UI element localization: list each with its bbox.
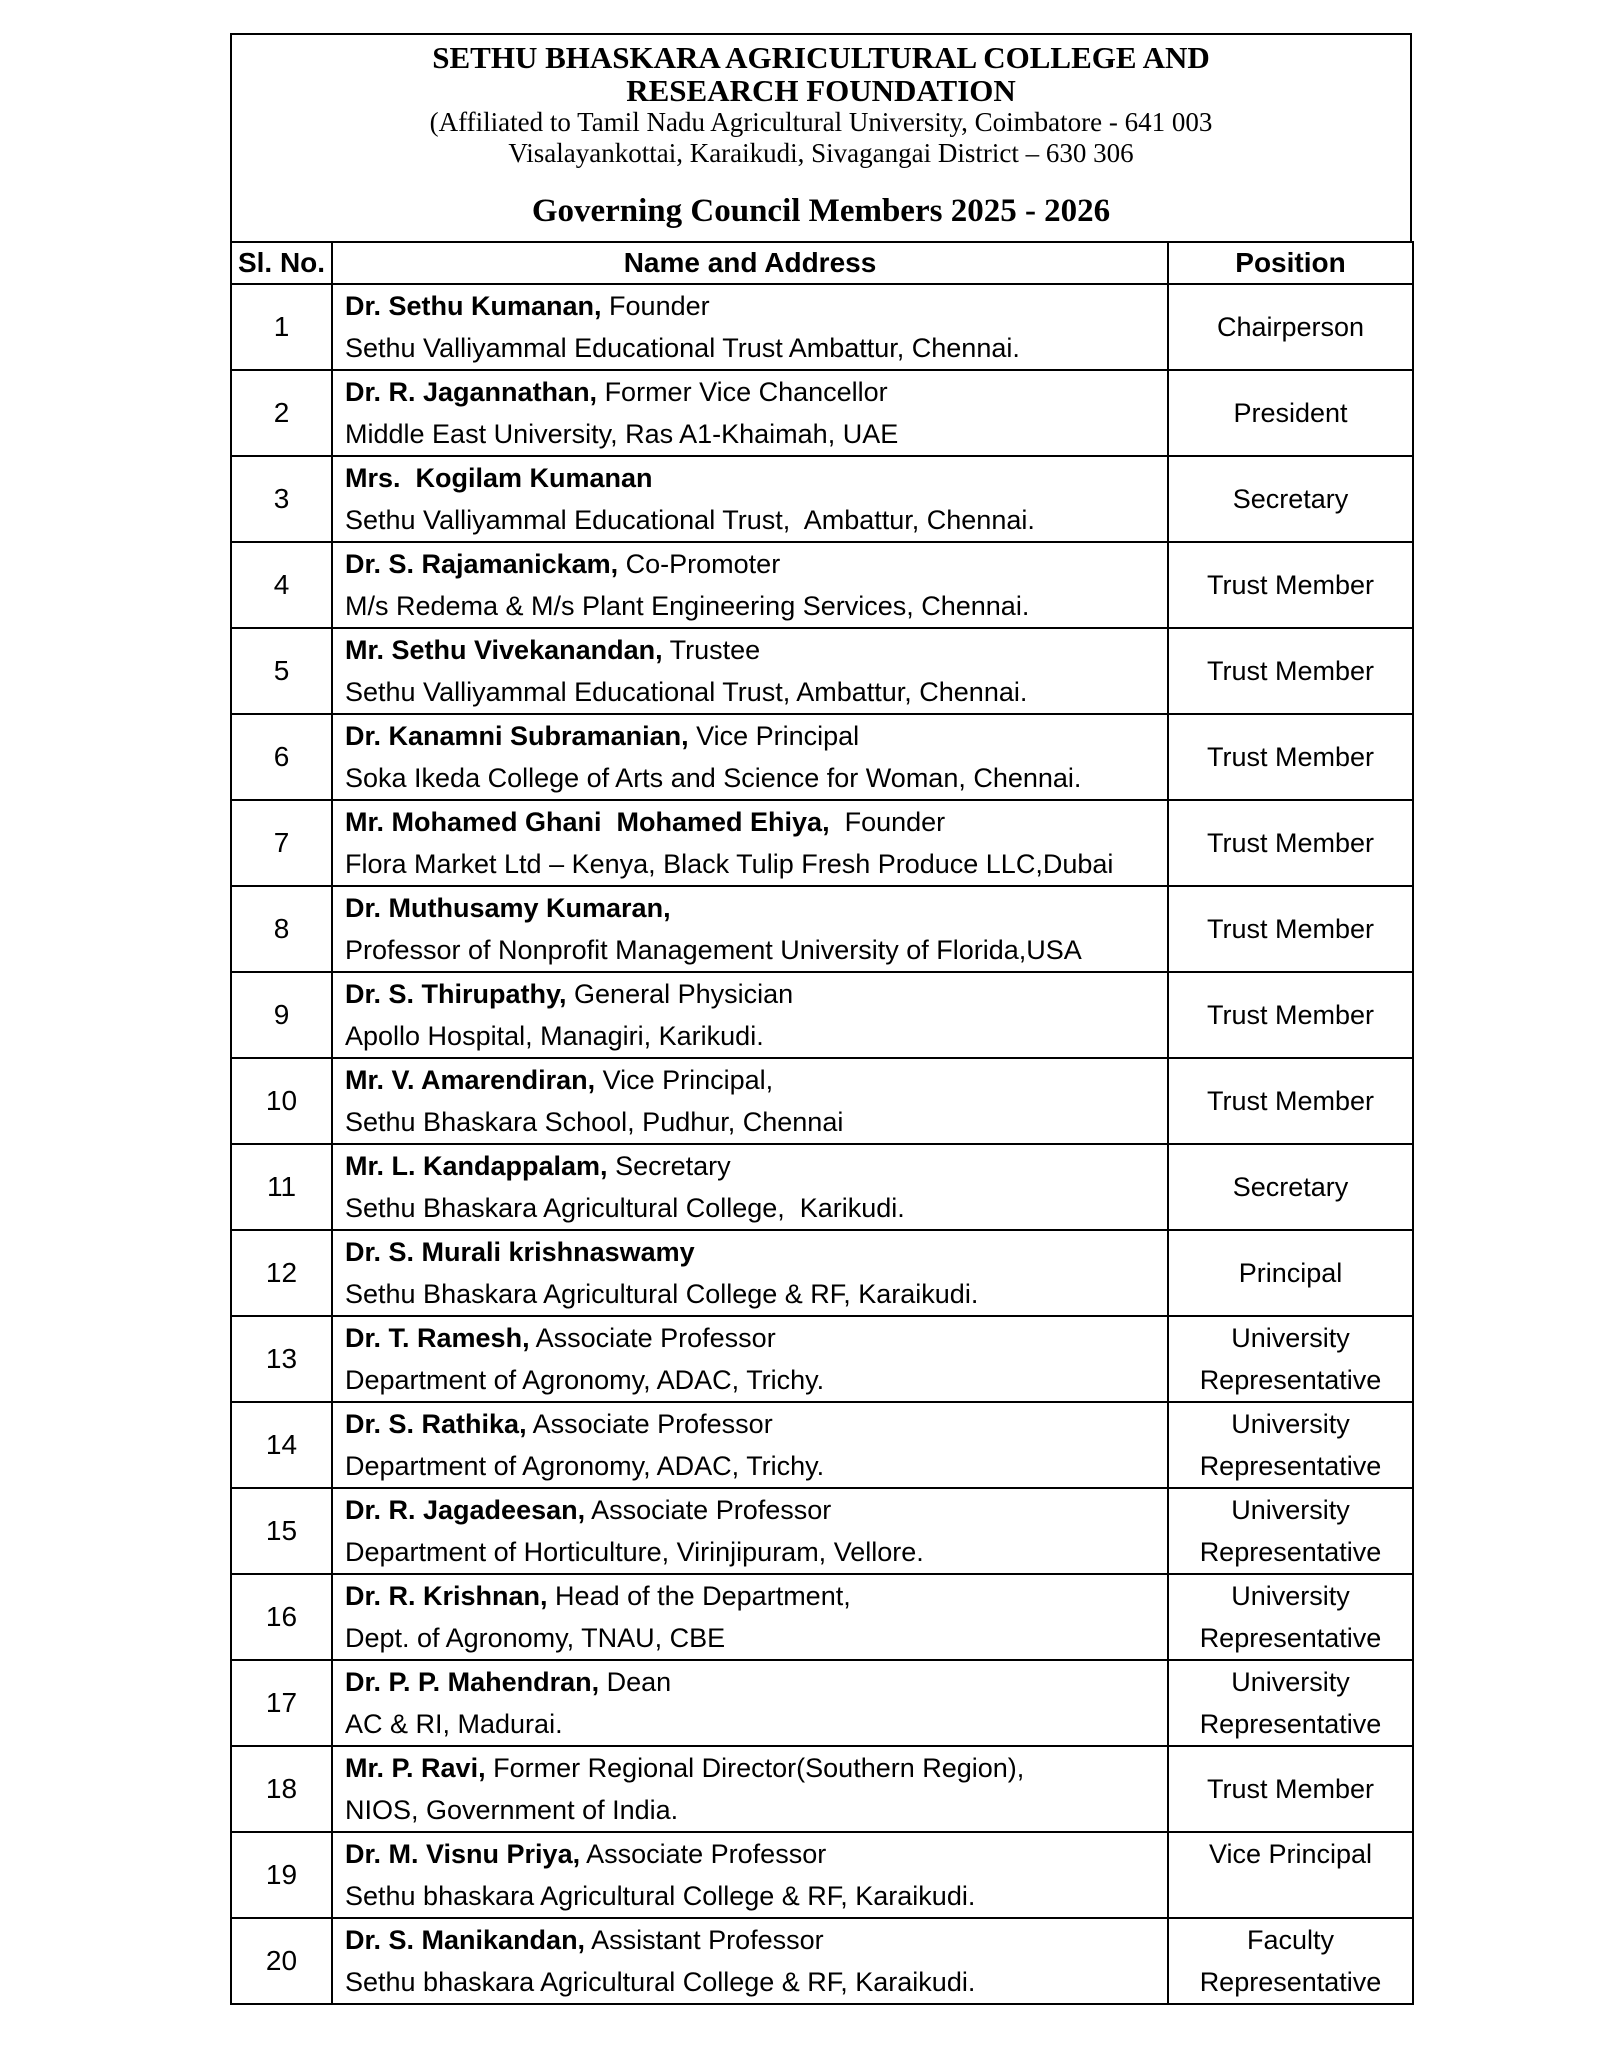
name-address-cell xyxy=(332,886,1168,972)
member-name: Dr. R. Krishnan, xyxy=(345,1581,548,1611)
member-address: Department of Agronomy, ADAC, Trichy. xyxy=(345,1365,825,1395)
name-address-cell xyxy=(332,1058,1168,1144)
position-cell: Trust Member xyxy=(1168,714,1413,800)
name-address-cell xyxy=(332,1488,1168,1574)
sl-no-cell: 15 xyxy=(231,1488,332,1574)
member-address: Department of Agronomy, ADAC, Trichy. xyxy=(345,1451,825,1481)
member-role: Trustee xyxy=(662,635,761,665)
sl-no-cell: 1 xyxy=(231,284,332,370)
position-cell: Trust Member xyxy=(1168,628,1413,714)
table-row xyxy=(231,714,1413,800)
name-address-cell xyxy=(332,628,1168,714)
member-name: Mr. Mohamed Ghani Mohamed Ehiya, xyxy=(345,807,830,837)
member-role: Co-Promoter xyxy=(618,549,781,579)
member-address: Middle East University, Ras A1-Khaimah, UAE xyxy=(345,419,899,449)
sl-no-cell: 20 xyxy=(231,1918,332,2004)
table-row xyxy=(231,1918,1413,2004)
member-address: Sethu Valliyammal Educational Trust, Ambattur, Chennai. xyxy=(345,677,1028,707)
member-address: Sethu bhaskara Agricultural College & RF, Karaikudi. xyxy=(345,1881,976,1911)
table-row xyxy=(231,886,1413,972)
member-address: Flora Market Ltd – Kenya, Black Tulip Fresh Produce LLC,Dubai xyxy=(345,849,1114,879)
member-role: Vice Principal, xyxy=(595,1065,774,1095)
member-name: Dr. R. Jagadeesan, xyxy=(345,1495,586,1525)
table-row xyxy=(231,1144,1413,1230)
member-name-line xyxy=(345,973,1155,1015)
college-name-line2: RESEARCH FOUNDATION xyxy=(626,73,1016,108)
member-address: Professor of Nonprofit Management University of Florida,USA xyxy=(345,935,1082,965)
position-cell: Trust Member xyxy=(1168,800,1413,886)
sl-no-cell: 8 xyxy=(231,886,332,972)
position-cell: Faculty Representative xyxy=(1168,1918,1413,2004)
table-head xyxy=(231,242,1413,284)
member-name-line xyxy=(345,1661,1155,1703)
member-name: Mrs. Kogilam Kumanan xyxy=(345,463,653,493)
name-address-cell xyxy=(332,1316,1168,1402)
table-header-row xyxy=(231,242,1413,284)
member-name: Dr. S. Rathika, xyxy=(345,1409,527,1439)
member-address: Sethu Valliyammal Educational Trust Ambattur, Chennai. xyxy=(345,333,1020,363)
member-name-line xyxy=(345,285,1155,327)
name-address-cell xyxy=(332,1574,1168,1660)
position-cell: Trust Member xyxy=(1168,1058,1413,1144)
member-name: Dr. S. Rajamanickam, xyxy=(345,549,619,579)
member-name: Dr. R. Jagannathan, xyxy=(345,377,598,407)
member-address: AC & RI, Madurai. xyxy=(345,1709,563,1739)
sl-no-cell: 18 xyxy=(231,1746,332,1832)
table-row xyxy=(231,1574,1413,1660)
document-header xyxy=(230,33,1412,241)
member-name-line xyxy=(345,629,1155,671)
table-row xyxy=(231,628,1413,714)
column-header-sl-no: Sl. No. xyxy=(231,242,332,284)
sl-no-cell: 17 xyxy=(231,1660,332,1746)
member-name-line xyxy=(345,1489,1155,1531)
member-name-line xyxy=(345,1231,1155,1273)
member-name: Dr. S. Murali krishnaswamy xyxy=(345,1237,695,1267)
member-role: Associate Professor xyxy=(585,1495,832,1525)
position-cell: University Representative xyxy=(1168,1402,1413,1488)
member-name-line xyxy=(345,1145,1155,1187)
member-name-line xyxy=(345,1919,1155,1961)
sl-no-cell: 12 xyxy=(231,1230,332,1316)
position-cell: Trust Member xyxy=(1168,886,1413,972)
governing-council-table xyxy=(230,241,1414,2005)
sl-no-cell: 19 xyxy=(231,1832,332,1918)
sl-no-cell: 3 xyxy=(231,456,332,542)
name-address-cell xyxy=(332,284,1168,370)
table-row xyxy=(231,1660,1413,1746)
name-address-cell xyxy=(332,542,1168,628)
table-row xyxy=(231,800,1413,886)
name-address-cell xyxy=(332,456,1168,542)
member-name-line xyxy=(345,1747,1155,1789)
member-name: Dr. Muthusamy Kumaran, xyxy=(345,893,671,923)
position-cell: Principal xyxy=(1168,1230,1413,1316)
member-role: Former Vice Chancellor xyxy=(597,377,888,407)
name-address-cell xyxy=(332,1144,1168,1230)
position-cell: University Representative xyxy=(1168,1574,1413,1660)
table-row xyxy=(231,1316,1413,1402)
name-address-cell xyxy=(332,1230,1168,1316)
member-address: Apollo Hospital, Managiri, Karikudi. xyxy=(345,1021,764,1051)
sl-no-cell: 16 xyxy=(231,1574,332,1660)
member-role: Assistant Professor xyxy=(585,1925,824,1955)
college-name-line1: SETHU BHASKARA AGRICULTURAL COLLEGE AND xyxy=(432,40,1210,75)
member-address: Sethu Bhaskara School, Pudhur, Chennai xyxy=(345,1107,844,1137)
table-row xyxy=(231,972,1413,1058)
document-page xyxy=(230,33,1412,2005)
name-address-cell xyxy=(332,1660,1168,1746)
name-address-cell xyxy=(332,370,1168,456)
member-name: Dr. T. Ramesh, xyxy=(345,1323,530,1353)
member-role: Dean xyxy=(599,1667,672,1697)
member-role: Associate Professor xyxy=(580,1839,827,1869)
member-name: Dr. Sethu Kumanan, xyxy=(345,291,602,321)
member-address: Soka Ikeda College of Arts and Science for Woman, Chennai. xyxy=(345,763,1082,793)
member-name-line xyxy=(345,887,1155,929)
member-name: Mr. V. Amarendiran, xyxy=(345,1065,596,1095)
position-cell: Secretary xyxy=(1168,1144,1413,1230)
member-role: Founder xyxy=(601,291,710,321)
member-address: Sethu Valliyammal Educational Trust, Ambattur, Chennai. xyxy=(345,505,1035,535)
member-name: Dr. Kanamni Subramanian, xyxy=(345,721,689,751)
position-cell: University Representative xyxy=(1168,1660,1413,1746)
column-header-name-address: Name and Address xyxy=(332,242,1168,284)
member-name-line xyxy=(345,801,1155,843)
name-address-cell xyxy=(332,714,1168,800)
table-row xyxy=(231,1832,1413,1918)
member-name: Mr. Sethu Vivekanandan, xyxy=(345,635,663,665)
member-name-line xyxy=(345,1317,1155,1359)
sl-no-cell: 6 xyxy=(231,714,332,800)
position-cell: University Representative xyxy=(1168,1488,1413,1574)
name-address-cell xyxy=(332,972,1168,1058)
table-row xyxy=(231,284,1413,370)
affiliation-line1: (Affiliated to Tamil Nadu Agricultural University, Coimbatore - 641 003 xyxy=(429,107,1213,137)
position-cell: Trust Member xyxy=(1168,972,1413,1058)
table-row xyxy=(231,1488,1413,1574)
member-role: Vice Principal xyxy=(688,721,860,751)
table-row xyxy=(231,1230,1413,1316)
member-name: Dr. S. Manikandan, xyxy=(345,1925,586,1955)
document-title: Governing Council Members 2025 - 2026 xyxy=(531,193,1111,229)
member-name: Mr. L. Kandappalam, xyxy=(345,1151,608,1181)
name-address-cell xyxy=(332,1746,1168,1832)
table-body xyxy=(231,284,1413,2004)
member-role: General Physician xyxy=(566,979,794,1009)
sl-no-cell: 13 xyxy=(231,1316,332,1402)
sl-no-cell: 10 xyxy=(231,1058,332,1144)
member-role: Associate Professor xyxy=(529,1323,776,1353)
table-row xyxy=(231,1058,1413,1144)
name-address-cell xyxy=(332,1402,1168,1488)
member-name: Dr. S. Thirupathy, xyxy=(345,979,567,1009)
sl-no-cell: 11 xyxy=(231,1144,332,1230)
position-cell: Secretary xyxy=(1168,456,1413,542)
member-name: Mr. P. Ravi, xyxy=(345,1753,486,1783)
member-name-line xyxy=(345,543,1155,585)
member-role: Associate Professor xyxy=(526,1409,773,1439)
member-address: Sethu bhaskara Agricultural College & RF, Karaikudi. xyxy=(345,1967,976,1997)
name-address-cell xyxy=(332,800,1168,886)
table-row xyxy=(231,370,1413,456)
member-role: Former Regional Director(Southern Region), xyxy=(485,1753,1025,1783)
member-address: Dept. of Agronomy, TNAU, CBE xyxy=(345,1623,726,1653)
sl-no-cell: 7 xyxy=(231,800,332,886)
member-name-line xyxy=(345,371,1155,413)
sl-no-cell: 5 xyxy=(231,628,332,714)
position-cell: Trust Member xyxy=(1168,542,1413,628)
position-cell: Vice Principal xyxy=(1168,1832,1413,1918)
member-role: Founder xyxy=(829,807,946,837)
member-name-line xyxy=(345,1059,1155,1101)
member-name-line xyxy=(345,715,1155,757)
member-address: NIOS, Government of India. xyxy=(345,1795,679,1825)
member-address: Sethu Bhaskara Agricultural College & RF, Karaikudi. xyxy=(345,1279,979,1309)
affiliation-line2: Visalayankottai, Karaikudi, Sivagangai District – 630 306 xyxy=(508,138,1134,168)
member-name: Dr. P. P. Mahendran, xyxy=(345,1667,600,1697)
member-name-line xyxy=(345,1575,1155,1617)
member-name-line xyxy=(345,1403,1155,1445)
sl-no-cell: 14 xyxy=(231,1402,332,1488)
member-address: Sethu Bhaskara Agricultural College, Karikudi. xyxy=(345,1193,905,1223)
sl-no-cell: 4 xyxy=(231,542,332,628)
position-cell: Trust Member xyxy=(1168,1746,1413,1832)
member-name-line xyxy=(345,457,1155,499)
table-row xyxy=(231,456,1413,542)
position-cell: Chairperson xyxy=(1168,284,1413,370)
member-address: Department of Horticulture, Virinjipuram, Vellore. xyxy=(345,1537,924,1567)
table-row xyxy=(231,1746,1413,1832)
position-cell: President xyxy=(1168,370,1413,456)
member-address: M/s Redema & M/s Plant Engineering Services, Chennai. xyxy=(345,591,1030,621)
member-role: Secretary xyxy=(607,1151,731,1181)
member-name: Dr. M. Visnu Priya, xyxy=(345,1839,581,1869)
name-address-cell xyxy=(332,1918,1168,2004)
table-row xyxy=(231,1402,1413,1488)
column-header-position: Position xyxy=(1168,242,1413,284)
member-name-line xyxy=(345,1833,1155,1875)
position-cell: University Representative xyxy=(1168,1316,1413,1402)
sl-no-cell: 9 xyxy=(231,972,332,1058)
name-address-cell xyxy=(332,1832,1168,1918)
table-row xyxy=(231,542,1413,628)
member-role: Head of the Department, xyxy=(547,1581,851,1611)
sl-no-cell: 2 xyxy=(231,370,332,456)
